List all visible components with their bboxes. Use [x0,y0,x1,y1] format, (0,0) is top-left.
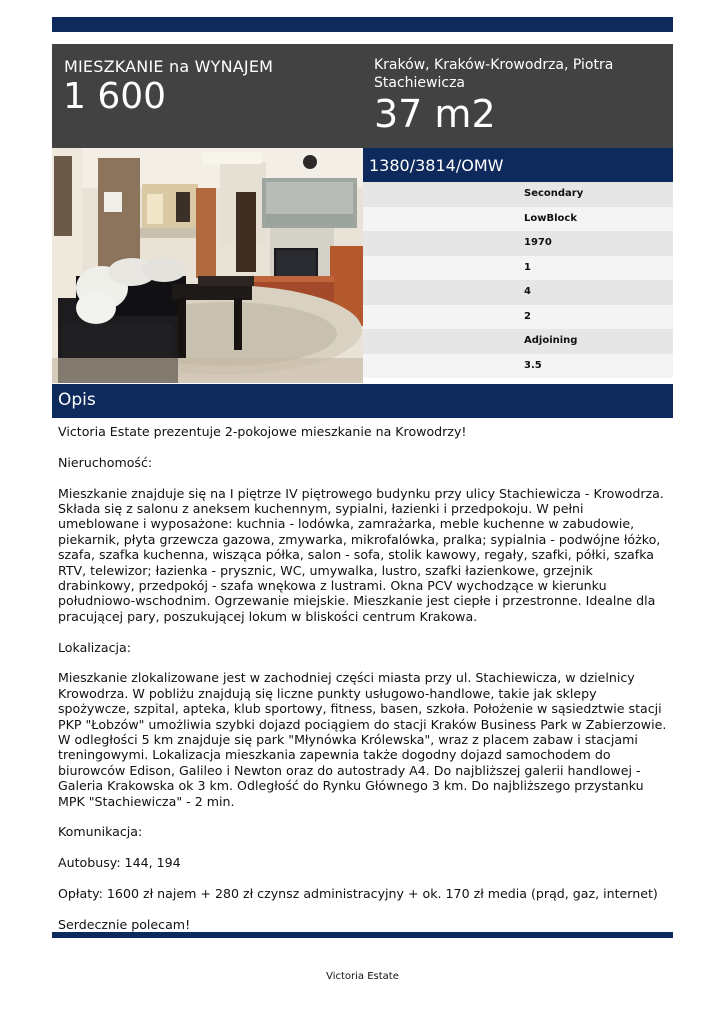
attribute-row: 3.5 [363,354,673,379]
attribute-row: Adjoining [363,329,673,354]
listing-price: 1 600 [63,76,167,117]
attribute-row: 1970 [363,231,673,256]
apartment-photo [52,148,363,383]
description-heading: Opis [52,384,673,418]
description-paragraph: Nieruchomość: [58,454,153,470]
description-body [58,424,671,948]
attributes-table [363,182,673,378]
description-paragraph: Serdecznie polecam! [58,916,191,932]
footer-agency-name: Victoria Estate [326,971,399,982]
description-paragraph: Komunikacja: [58,824,143,840]
bottom-divider-bar [52,932,673,938]
description-paragraph: Mieszkanie zlokalizowane jest w zachodniej części miasta przy ul. Stachiewicza, w dzielnicy Krowodrza. W pobliżu znajdują się liczne punkty usługowo-handlowe, takie jak sklepy spożywcze, szpital, apteka, klub sportowy, fitness, basen, szkoła. Położenie w sąsiedztwie stacji PKP "Łobzów" umożliwia szybki dojazd pociągiem do stacji Kraków Business Park w Zabierzowie. W odległości 5 km znajduje się park "Młynówka Królewska", wraz z placem zabaw i stacjami treningowymi. Lokalizacja mieszkania zapewnia także dogodny dojazd samochodem do biurowców Edison, Galileo i Newton oraz do autostrady A4. Do najbliższej galerii handlowej - Galeria Krakowska ok 3 km. Odległość do Rynku Głównego 3 km. Do najbliższego przystanku MPK "Stachiewicza" - 2 min. [58,670,671,809]
listing-area: 37 m2 [374,92,496,136]
attribute-row: LowBlock [363,207,673,232]
description-paragraph: Autobusy: 144, 194 [58,855,181,871]
description-paragraph: Opłaty: 1600 zł najem + 280 zł czynsz administracyjny + ok. 170 zł media (prąd, gaz, internet) [58,886,658,902]
attribute-row: 1 [363,256,673,281]
top-divider-bar [52,17,673,32]
listing-type: MIESZKANIE na WYNAJEM [64,57,274,76]
description-paragraph: Victoria Estate prezentuje 2-pokojowe mieszkanie na Krowodrzy! [58,424,467,439]
attribute-row: 4 [363,280,673,305]
listing-header [52,44,673,148]
description-paragraph: Lokalizacja: [58,639,131,655]
attribute-row: 2 [363,305,673,330]
attribute-row: Secondary [363,182,673,207]
listing-address: Kraków, Kraków-Krowodrza, Piotra Stachiewicza [374,57,614,91]
reference-number: 1380/3814/OMW [363,148,673,182]
description-paragraph: Mieszkanie znajduje się na I piętrze IV piętrowego budynku przy ulicy Stachiewicza - Krowodrza. Składa się z salonu z aneksem kuchennym, sypialni, łazienki i przedpokoju. W pełni umeblowane i wyposażone: kuchnia - lodówka, zamrażarka, meble kuchenne w zabudowie, piekarnik, płyta grzewcza gazowa, zmywarka, mikrofalówka, pralka; sypialnia - podwójne łóżko, szafa, szafka kuchenna, wisząca półka, salon - sofa, stolik kawowy, regały, szafki, półki, szafka RTV, telewizor; łazienka - prysznic, WC, umywalka, lustro, szafki łazienkowe, grzejnik drabinkowy, przedpokój - szafa wnękowa z lustrami. Okna PCV wychodzące w kierunku południowo-wschodnim. Ogrzewanie miejskie. Mieszkanie jest ciepłe i przestronne. Idealne dla pracującej pary, poszukującej lokum w bliskości centrum Krakowa. [58,485,668,624]
